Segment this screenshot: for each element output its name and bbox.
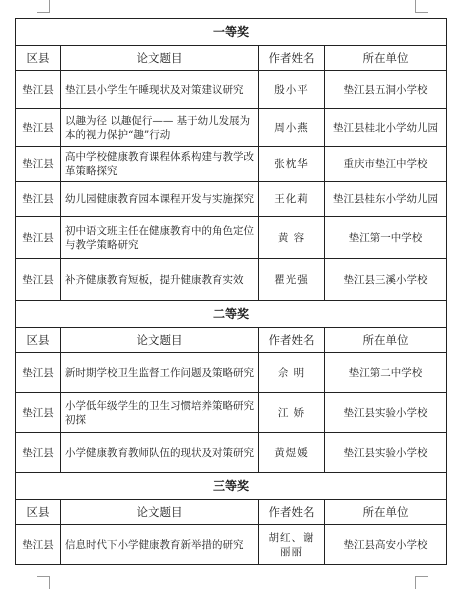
cell-title: 幼儿园健康教育园本课程开发与实施探究: [61, 182, 259, 217]
page-corner-mark: [415, 576, 428, 589]
header-district: 区县: [16, 46, 61, 71]
cell-district: 垫江县: [16, 525, 61, 565]
table-row: [16, 259, 447, 301]
cell-unit: 垫江县高安小学校: [325, 525, 447, 565]
table-row: [16, 353, 447, 393]
cell-unit: 垫江县桂北小学幼儿园: [325, 109, 447, 147]
header-unit: 所在单位: [325, 46, 447, 71]
cell-author: 佘 明: [259, 353, 325, 393]
header-author: 作者姓名: [259, 500, 325, 525]
page-corner-mark: [37, 0, 50, 13]
cell-title: 高中学校健康教育课程体系构建与教学改革策略探究: [61, 147, 259, 182]
cell-district: 垫江县: [16, 109, 61, 147]
header-district: 区县: [16, 500, 61, 525]
cell-district: 垫江县: [16, 147, 61, 182]
cell-title: 小学低年级学生的卫生习惯培养策略研究初探: [61, 393, 259, 433]
cell-title: 补齐健康教育短板，提升健康教育实效: [61, 259, 259, 301]
header-unit: 所在单位: [325, 500, 447, 525]
cell-unit: 垫江县五洞小学校: [325, 71, 447, 109]
cell-district: 垫江县: [16, 217, 61, 259]
cell-title: 垫江县小学生午睡现状及对策建议研究: [61, 71, 259, 109]
cell-district: 垫江县: [16, 393, 61, 433]
table-row: [16, 182, 447, 217]
section-title: 三等奖: [16, 473, 447, 500]
header-author: 作者姓名: [259, 46, 325, 71]
page-corner-mark: [37, 576, 50, 589]
cell-unit: 垫江县实验小学校: [325, 393, 447, 433]
cell-unit: 垫江县实验小学校: [325, 433, 447, 473]
table-row: [16, 217, 447, 259]
cell-author: 王化莉: [259, 182, 325, 217]
cell-title: 信息时代下小学健康教育新举措的研究: [61, 525, 259, 565]
cell-district: 垫江县: [16, 182, 61, 217]
section-title: 一等奖: [16, 19, 447, 46]
table-row: [16, 147, 447, 182]
table-row: [16, 433, 447, 473]
award-table: [15, 18, 447, 565]
cell-author: 张枕华: [259, 147, 325, 182]
page-corner-mark: [415, 0, 428, 13]
cell-unit: 垫江县三溪小学校: [325, 259, 447, 301]
header-unit: 所在单位: [325, 328, 447, 353]
table-row: [16, 71, 447, 109]
cell-title: 初中语文班主任在健康教育中的角色定位与教学策略研究: [61, 217, 259, 259]
cell-unit: 垫江第二中学校: [325, 353, 447, 393]
table-row: [16, 525, 447, 565]
table-row: [16, 109, 447, 147]
header-title: 论文题目: [61, 500, 259, 525]
cell-title: 小学健康教育教师队伍的现状及对策研究: [61, 433, 259, 473]
cell-district: 垫江县: [16, 433, 61, 473]
section-title: 二等奖: [16, 301, 447, 328]
table-row: [16, 393, 447, 433]
cell-title: 以趣为径 以趣促行—— 基于幼儿发展为本的视力保护“趣”行动: [61, 109, 259, 147]
cell-unit: 垫江县桂东小学幼儿园: [325, 182, 447, 217]
header-district: 区县: [16, 328, 61, 353]
header-title: 论文题目: [61, 328, 259, 353]
cell-author: 瞿光强: [259, 259, 325, 301]
cell-author: 胡红、谢丽丽: [259, 525, 325, 565]
cell-unit: 重庆市垫江中学校: [325, 147, 447, 182]
cell-author: 黄 容: [259, 217, 325, 259]
cell-district: 垫江县: [16, 353, 61, 393]
cell-district: 垫江县: [16, 71, 61, 109]
cell-author: 殷小平: [259, 71, 325, 109]
cell-district: 垫江县: [16, 259, 61, 301]
header-author: 作者姓名: [259, 328, 325, 353]
header-title: 论文题目: [61, 46, 259, 71]
cell-title: 新时期学校卫生监督工作问题及策略研究: [61, 353, 259, 393]
cell-author: 黄煜媛: [259, 433, 325, 473]
cell-author: 周小燕: [259, 109, 325, 147]
cell-unit: 垫江第一中学校: [325, 217, 447, 259]
cell-author: 江 娇: [259, 393, 325, 433]
